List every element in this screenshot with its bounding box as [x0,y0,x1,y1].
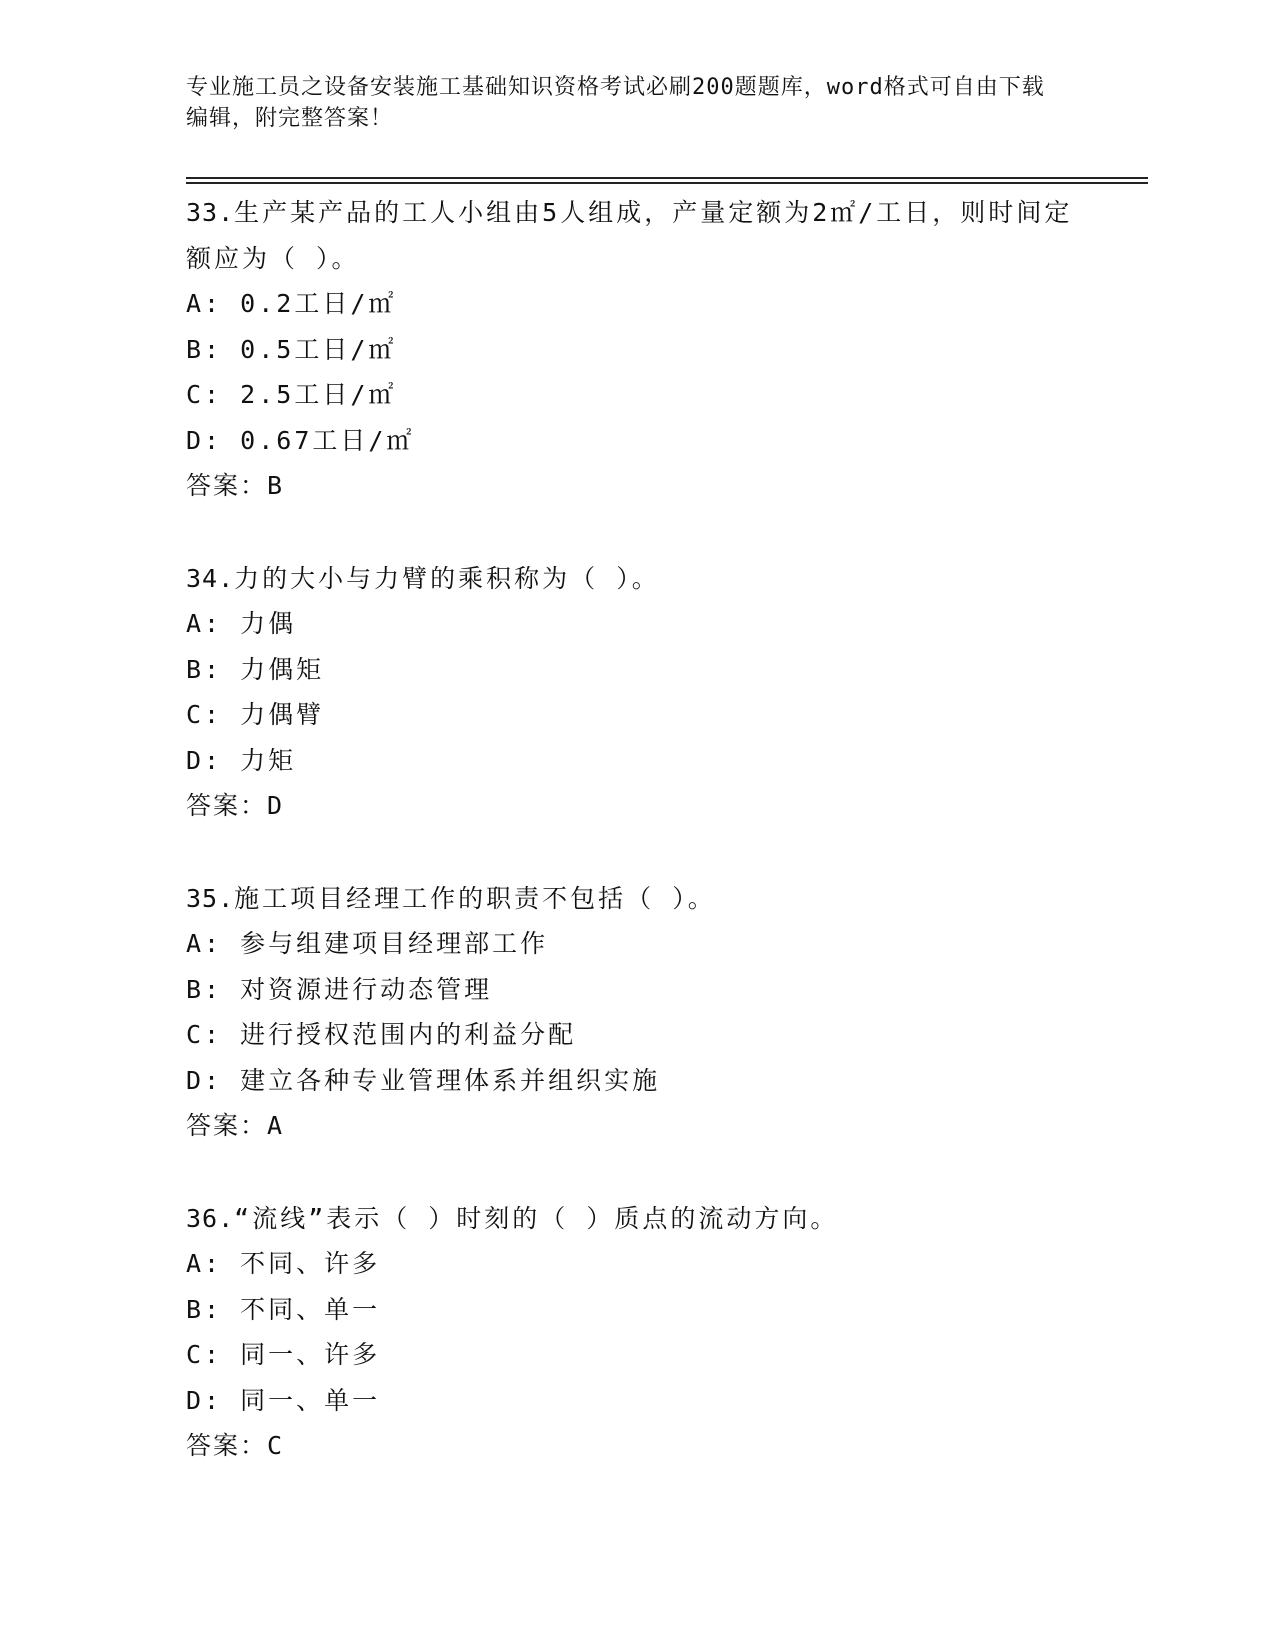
question-list [186,190,1086,1516]
option-a [186,921,1086,967]
option-a [186,1241,1086,1287]
option-text: 力偶矩 [240,654,325,684]
header-divider-bottom [186,182,1148,184]
option-letter: B: [186,654,223,684]
question-number: 35. [186,883,235,913]
option-text: 不同、许多 [240,1249,381,1278]
answer-label: 答案： [186,792,268,820]
option-b [186,1287,1086,1333]
answer-label: 答案： [186,1432,268,1460]
question-stem [186,190,1086,281]
option-b [186,967,1086,1013]
option-d [186,1058,1086,1104]
option-d [186,418,1086,464]
question-35 [186,876,1086,1150]
answer-value: B [267,471,285,500]
option-letter: B: [186,974,223,1004]
option-a [186,601,1086,647]
answer-value: A [267,1111,285,1140]
answer-value: D [267,791,285,820]
option-text: 力偶 [240,609,297,638]
question-36 [186,1196,1086,1470]
option-letter: B: [186,334,223,364]
question-stem [186,876,1086,922]
option-c [186,1012,1086,1058]
option-text: 0.2工日/㎡ [240,289,397,318]
question-stem [186,556,1086,602]
option-c [186,692,1086,738]
question-33 [186,190,1086,510]
option-letter: C: [186,380,223,409]
option-text: 同一、单一 [240,1385,381,1415]
answer-label: 答案： [186,472,268,500]
option-text: 对资源进行动态管理 [240,974,493,1004]
option-text: 建立各种专业管理体系并组织实施 [240,1065,661,1095]
option-b [186,647,1086,693]
option-letter: A: [186,289,223,318]
option-b [186,327,1086,373]
option-letter: B: [186,1294,223,1324]
question-number: 34. [186,563,235,593]
option-text: 参与组建项目经理部工作 [240,929,549,958]
header-divider-top [186,177,1148,179]
option-c [186,372,1086,418]
option-letter: D: [186,1065,223,1095]
answer-line [186,1103,1086,1150]
option-text: 2.5工日/㎡ [240,380,397,409]
option-text: 力矩 [240,745,297,775]
option-letter: A: [186,609,223,638]
option-text: 力偶臂 [240,700,325,729]
document-header: 专业施工员之设备安装施工基础知识资格考试必刷200题题库，word格式可自由下载编辑，附完整答案！ [186,75,1045,131]
option-letter: A: [186,929,223,958]
option-text: 同一、许多 [240,1340,381,1369]
question-text: 力的大小与力臂的乘积称为（ ）。 [234,563,660,593]
option-d [186,738,1086,784]
answer-line [186,783,1086,830]
option-letter: D: [186,1385,223,1415]
option-letter: C: [186,1020,223,1049]
question-number: 33. [186,198,235,227]
option-text: 0.67工日/㎡ [240,425,415,455]
option-text: 进行授权范围内的利益分配 [240,1020,577,1049]
answer-label: 答案： [186,1112,268,1140]
option-letter: C: [186,1340,223,1369]
question-text: “流线”表示（ ）时刻的（ ）质点的流动方向。 [234,1203,839,1233]
option-a [186,281,1086,327]
answer-line [186,463,1086,510]
question-text: 生产某产品的工人小组由5人组成，产量定额为2㎡/工日，则时间定额应为（ ）。 [186,198,1073,273]
option-letter: A: [186,1249,223,1278]
option-c [186,1332,1086,1378]
option-text: 0.5工日/㎡ [240,334,397,364]
option-d [186,1378,1086,1424]
question-34 [186,556,1086,830]
option-text: 不同、单一 [240,1294,381,1324]
option-letter: D: [186,745,223,775]
question-stem [186,1196,1086,1242]
question-number: 36. [186,1203,235,1233]
option-letter: D: [186,425,223,455]
question-text: 施工项目经理工作的职责不包括（ ）。 [234,883,716,913]
option-letter: C: [186,700,223,729]
answer-value: C [267,1431,285,1460]
answer-line [186,1423,1086,1470]
